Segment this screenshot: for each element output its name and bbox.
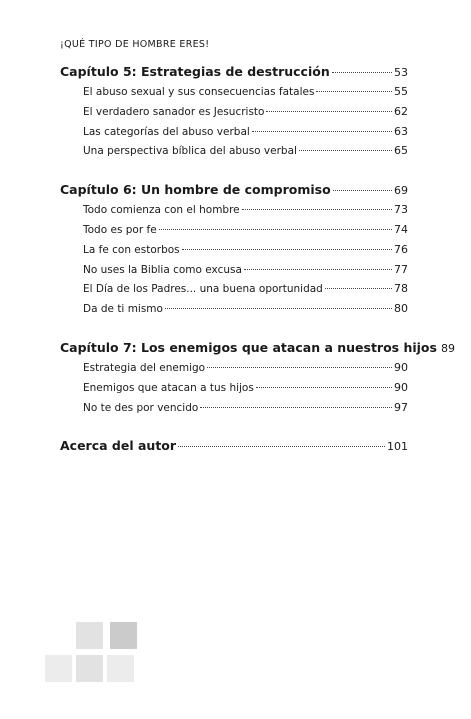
deco-square xyxy=(45,655,72,682)
toc-entry[interactable] xyxy=(60,381,408,401)
dot-leader xyxy=(178,446,385,447)
chapter-heading[interactable] xyxy=(60,438,408,459)
dot-leader xyxy=(200,407,392,408)
entry-title: Estrategia del enemigo xyxy=(83,361,206,374)
toc-entry[interactable] xyxy=(60,282,408,302)
entry-title: El Día de los Padres... una buena oportunidad xyxy=(83,283,323,296)
toc-entry[interactable] xyxy=(60,144,408,164)
dot-leader xyxy=(182,249,392,250)
page-number: 62 xyxy=(394,104,408,118)
dot-leader xyxy=(252,131,392,132)
page-number: 74 xyxy=(394,222,408,236)
dot-leader xyxy=(244,269,392,270)
entry-title: El abuso sexual y sus consecuencias fatales xyxy=(83,86,315,98)
deco-square xyxy=(76,622,103,649)
entry-title: La fe con estorbos xyxy=(83,243,180,256)
page-number: 101 xyxy=(387,440,408,454)
chapter-title: Capítulo 5: Estrategias de destrucción xyxy=(60,64,330,79)
page-number: 89 xyxy=(440,341,455,355)
page-number: 69 xyxy=(394,184,408,198)
toc-entry[interactable] xyxy=(60,125,408,145)
chapter-6 xyxy=(60,182,408,322)
dot-leader xyxy=(256,387,392,388)
page-number: 53 xyxy=(394,66,408,79)
chapter-heading[interactable] xyxy=(60,64,408,85)
chapter-title: Capítulo 6: Un hombre de compromiso xyxy=(60,182,331,198)
deco-square xyxy=(76,655,103,682)
page-number: 80 xyxy=(394,302,408,316)
page-number: 78 xyxy=(394,282,408,296)
dot-leader xyxy=(266,111,392,112)
chapter-title: Acerca del autor xyxy=(60,438,177,454)
dot-leader xyxy=(242,209,392,210)
dot-leader xyxy=(159,229,392,230)
chapter-5 xyxy=(60,64,408,164)
dot-leader xyxy=(207,367,392,368)
chapter-heading[interactable] xyxy=(60,182,408,203)
entry-title: Da de ti mismo xyxy=(83,303,163,316)
page-number: 55 xyxy=(394,85,408,98)
toc-entry[interactable] xyxy=(60,203,408,223)
entry-title: No te des por vencido xyxy=(83,401,199,414)
toc-entry[interactable] xyxy=(60,361,408,381)
toc-entry[interactable] xyxy=(60,243,408,263)
deco-square xyxy=(107,655,134,682)
entry-title: Todo es por fe xyxy=(83,223,157,236)
page-number: 90 xyxy=(394,380,408,394)
dot-leader xyxy=(299,150,392,151)
entry-title: Enemigos que atacan a tus hijos xyxy=(83,381,254,394)
chapter-title: Capítulo 7: Los enemigos que atacan a nuestros hijos xyxy=(60,339,437,355)
page-number: 65 xyxy=(394,144,408,158)
deco-square xyxy=(110,622,137,649)
dot-leader xyxy=(316,91,392,92)
dot-leader xyxy=(325,288,392,289)
running-head: ¡QUÉ TIPO DE HOMBRE ERES! xyxy=(60,39,210,50)
page-number: 73 xyxy=(394,203,408,217)
page-number: 76 xyxy=(394,242,408,256)
chapter-heading[interactable] xyxy=(60,339,455,361)
toc-entry[interactable] xyxy=(60,302,408,322)
dot-leader xyxy=(165,308,392,309)
toc-entry[interactable] xyxy=(60,105,408,125)
entry-title: Las categorías del abuso verbal xyxy=(83,125,250,138)
table-of-contents xyxy=(60,64,455,477)
dot-leader xyxy=(333,190,392,191)
page-number: 97 xyxy=(394,400,408,414)
dot-leader xyxy=(332,72,392,73)
chapter-7 xyxy=(60,339,455,420)
entry-title: El verdadero sanador es Jesucristo xyxy=(83,105,265,118)
about-author xyxy=(60,438,408,459)
page-number: 63 xyxy=(394,124,408,138)
page-number: 77 xyxy=(394,262,408,276)
toc-entry[interactable] xyxy=(60,401,408,421)
entry-title: No uses la Biblia como excusa xyxy=(83,263,242,276)
page-number: 90 xyxy=(394,360,408,374)
entry-title: Una perspectiva bíblica del abuso verbal xyxy=(83,145,297,158)
toc-entry[interactable] xyxy=(60,223,408,243)
toc-entry[interactable] xyxy=(60,85,408,105)
entry-title: Todo comienza con el hombre xyxy=(83,204,240,217)
toc-entry[interactable] xyxy=(60,263,408,283)
